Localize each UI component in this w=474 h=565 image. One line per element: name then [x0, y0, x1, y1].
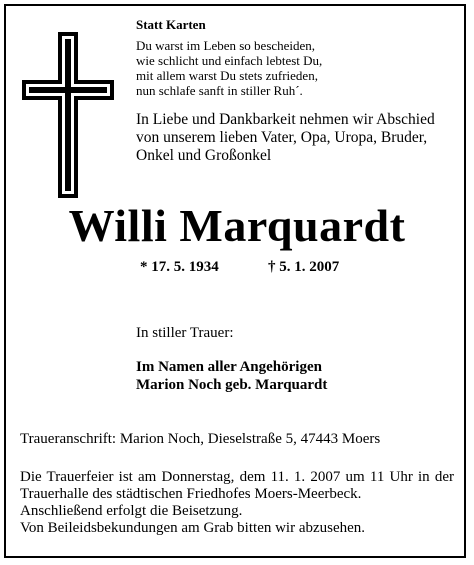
farewell-line: In Liebe und Dankbarkeit nehmen wir Abschied — [136, 111, 435, 128]
poem-line: nun schlafe sanft in stiller Ruh´. — [136, 83, 303, 98]
funeral-note-line: Trauerhalle des städtischen Friedhofes Moers-Meerbeck. — [20, 486, 362, 502]
farewell-line: von unserem lieben Vater, Opa, Uropa, Bruder, — [136, 129, 428, 146]
statt-karten-label: Statt Karten — [136, 17, 206, 32]
mourning-label: In stiller Trauer: — [136, 325, 234, 341]
cross-icon — [20, 30, 116, 200]
funeral-note-line: Die Trauerfeier ist am Donnerstag, dem 11. 1. 2007 um 11 Uhr in der — [20, 469, 454, 485]
death-date: † 5. 1. 2007 — [268, 259, 340, 275]
mourner-line: Marion Noch geb. Marquardt — [136, 377, 328, 393]
farewell-text — [136, 111, 435, 165]
deceased-name: Willi Marquardt — [68, 200, 406, 251]
funeral-notes — [20, 469, 454, 537]
funeral-note-line: Von Beileidsbekundungen am Grab bitten wir abzusehen. — [20, 520, 366, 536]
mourning-address: Traueranschrift: Marion Noch, Dieselstraße 5, 47443 Moers — [20, 431, 381, 447]
birth-date: * 17. 5. 1934 — [140, 259, 219, 275]
poem-line: wie schlicht und einfach lebtest Du, — [136, 53, 323, 68]
poem-line: Du warst im Leben so bescheiden, — [136, 38, 316, 53]
poem — [136, 38, 322, 98]
mourner-line: Im Namen aller Angehörigen — [136, 359, 322, 375]
funeral-note-line: Anschließend erfolgt die Beisetzung. — [20, 503, 243, 519]
mourners — [136, 358, 327, 394]
farewell-line: Onkel und Großonkel — [136, 147, 272, 164]
poem-line: mit allem warst Du stets zufrieden, — [136, 68, 318, 83]
